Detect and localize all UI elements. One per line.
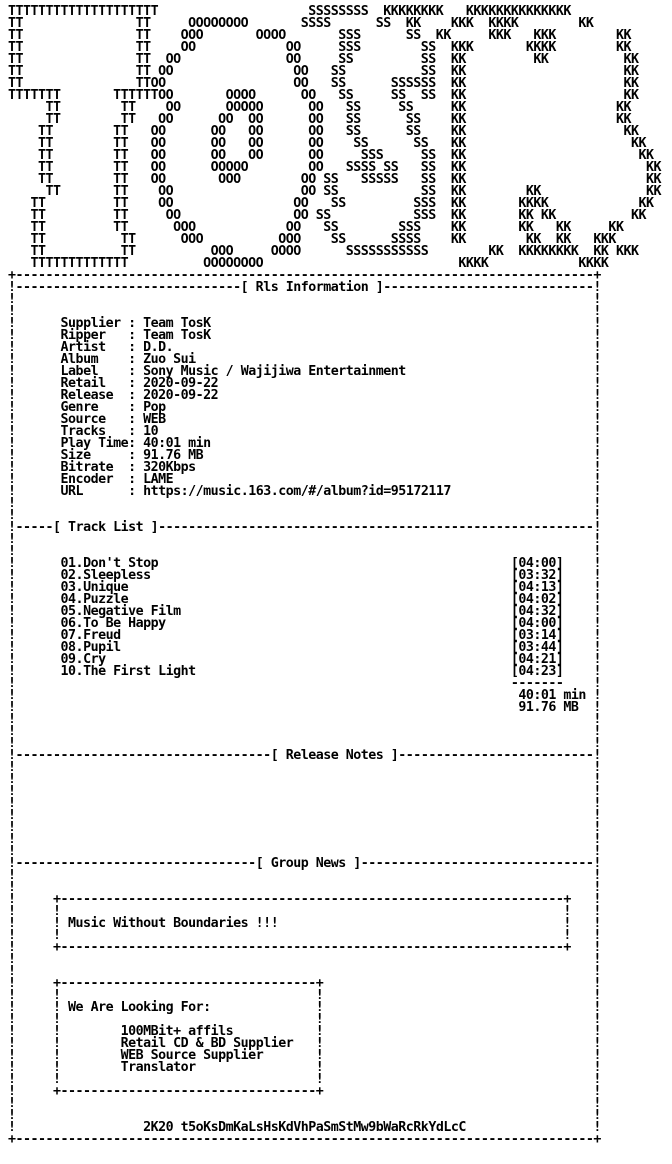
- info-value: 320Kbps: [143, 460, 196, 475]
- track-title: 03.Unique: [60, 580, 129, 595]
- logo-art-row: TT TT OO OO SSS SS KKK KKKK KK: [8, 40, 631, 55]
- logo-art-row: TT TT OO OOO OO SS SSSSS SS KK KK: [8, 172, 661, 187]
- logo-art-row: TT TT OO OO SS SS KK KK: [8, 64, 639, 79]
- logo-art-row: TT TT OO OO OO OO SSS SS KK KK: [8, 148, 654, 163]
- info-label: Size: [60, 448, 129, 463]
- info-value: Pop: [143, 400, 166, 415]
- group-slogan: Music Without Boundaries !!!: [68, 916, 279, 931]
- logo-art-row: TT TT OO OO SS SSS KK KKKK KK: [8, 196, 654, 211]
- logo-art-row: TT TT OO OO OO OO SS SS KK KK: [8, 112, 631, 127]
- total-rule: -------: [510, 676, 564, 691]
- track-title: 06.To Be Happy: [60, 616, 166, 631]
- looking-for-item: 100MBit+ affils: [120, 1024, 234, 1039]
- track-title: 05.Negative Film: [60, 604, 181, 619]
- looking-for-title: We Are Looking For:: [68, 1000, 211, 1015]
- logo-art-row: TT TT OO OO SS SS KK KK KK: [8, 52, 639, 67]
- group-signature: 2K20 t5oKsDmKaLsHsKdVhPaSmStMw9bWaRcRkYdLcC: [143, 1120, 466, 1135]
- info-value: 40:01 min: [143, 436, 211, 451]
- info-label: Tracks: [60, 424, 129, 439]
- info-label: Source: [60, 412, 129, 427]
- nfo-document: TTTTTTTTTTTTTTTTTTTT SSSSSSSS KKKKKKKK KKKKKKKKKKKKKK TT TT OOOOOOOO SSSS SS KK KKK KKKK KK TT TT OOO OOOO SSS SS KK KKK KKK KK TT TT OO OO SSS SS KKK KKKK KK TT TT OO OO SS SS KK KK KK TT TT OO OO SS SS KK KK TT TTOO OO SS SSSSSS KK KK TTTTTTT TTTTTTOO OOOO OO SS SS SS KK KK TT TT OO OOOOO OO SS SS KK KK TT TT OO OO OO OO SS SS KK KK TT TT OO OO OO OO SS SS KK KK TT TT OO OO OO OO SS SS KK KK TT TT OO OO OO OO SSS SS KK KK TT TT OO OOOOO OO SSSS SS SS KK KK TT TT OO OOO OO SS SSSSS SS KK KK TT TT OO OO SS SS KK KK KK TT TT OO OO SS SSS KK KKKK KK TT TT OO OO SS SSS KK KK KK KK TT TT OOO OO SS SSS KK KK KK KK TT TT OOO OOO SS SSSS KK KK KK KKK TT TT OOO OOOO SSSSSSSSSSS KK KKKKKKKK KK KKK TTTTTTTTTTTTT OOOOOOOO KKKK KKKK +-----------------------------------------------------------------------------+ !------------------------------[ Rls Information ]----------------------------! ! ! ! ! ! Supplier : Team TosK ! ! Ripper : Team TosK ! ! Artist : D.D. ! ! Album : Zuo Sui ! ! Label : Sony Music / Wajijiwa Entertainment ! ! Retail : 2020-09-22 ! ! Release : 2020-09-22 ! ! Genre : Pop ! ! Source : WEB ! ! Tracks : 10 ! ! Play Time: 40:01 min ! ! Size : 91.76 MB ! ! Bitrate : 320Kbps ! ! Encoder : LAME ! ! URL : https://music.163.com/#/album?id=95172117 ! ! ! ! ! !-----[ Track List ]----------------------------------------------------------! ! ! ! ! ! 01.Don't Stop [04:00] ! ! 02.Sleepless [03:32] ! ! 03.Unique [04:13] ! ! 04.Puzzle [04:02] ! ! 05.Negative Film [04:32] ! ! 06.To Be Happy [04:00] ! ! 07.Freud [03:14] ! ! 08.Pupil [03:44] ! ! 09.Cry [04:21] ! ! 10.The First Light [04:23] ! ! ------- ! ! 40:01 min ! ! 91.76 MB ! ! ! ! ! ! ! !----------------------------------[ Release Notes ]--------------------------! ! ! ! ! ! ! ! ! ! ! ! ! ! ! ! ! !--------------------------------[ Group News ]-------------------------------! ! ! ! ! ! +-------------------------------------------------------------------+ ! ! ! ! ! ! ! Music Without Boundaries !!! ! ! ! ! ! ! ! +-------------------------------------------------------------------+ ! ! ! ! ! ! +----------------------------------+ ! ! ! ! ! ! ! We Are Looking For: ! ! ! ! ! ! ! ! 100MBit+ affils ! ! ! ! Retail CD & BD Supplier ! ! ! ! WEB Source Supplier ! ! ! ! Translator ! ! ! ! ! ! ! +----------------------------------+ ! ! ! ! ! ! 2K20 t5oKsDmKaLsHsKdVhPaSmStMw9bWaRcRkYdLcC ! +-----------------------------------------------------------------------------+: [8, 4, 661, 1147]
- info-label: Label: [60, 364, 129, 379]
- info-value: WEB: [143, 412, 166, 427]
- looking-for-item: Translator: [120, 1060, 196, 1075]
- track-length: [04:32]: [510, 604, 564, 619]
- logo-art-row: TT TT OO OOOOO OO SS SS KK KK: [8, 100, 631, 115]
- track-title: 09.Cry: [60, 652, 106, 667]
- info-label: Ripper: [60, 328, 129, 343]
- info-value: Zuo Sui: [143, 352, 196, 367]
- group-news-header: [ Group News ]: [255, 856, 361, 871]
- looking-for-item: Retail CD & BD Supplier: [120, 1036, 294, 1051]
- logo-art-row: TTTTTTTTTTTTT OOOOOOOO KKKK KKKK: [8, 256, 609, 271]
- info-value: 10: [143, 424, 159, 439]
- info-value: 91.76 MB: [143, 448, 204, 463]
- track-title: 01.Don't Stop: [60, 556, 159, 571]
- info-value: Team TosK: [143, 316, 211, 331]
- info-label: Release: [60, 388, 129, 403]
- info-label: Encoder: [60, 472, 129, 487]
- track-length: [04:00]: [510, 616, 564, 631]
- track-title: 10.The First Light: [60, 664, 196, 679]
- release-notes-header: [ Release Notes ]: [270, 748, 399, 763]
- logo-art-row: TT TT OOO OOOO SSS SS KK KKK KKK KK: [8, 28, 631, 43]
- info-value: 2020-09-22: [143, 388, 219, 403]
- info-label: Bitrate: [60, 460, 129, 475]
- info-label: Play Time: [60, 436, 129, 451]
- info-value: D.D.: [143, 340, 174, 355]
- looking-for-item: WEB Source Supplier: [120, 1048, 264, 1063]
- track-list-header: [ Track List ]: [53, 520, 159, 535]
- track-length: [03:14]: [510, 628, 564, 643]
- total-size: 91.76 MB: [518, 700, 579, 715]
- info-value: Sony Music / Wajijiwa Entertainment: [143, 364, 406, 379]
- logo-art-row: TT TT OOO OOOO SSSSSSSSSSS KK KKKKKKKK KK KKK: [8, 244, 639, 259]
- info-label: URL: [60, 484, 129, 499]
- info-label: Artist: [60, 340, 129, 355]
- track-title: 02.Sleepless: [60, 568, 151, 583]
- logo-art-row: TT TT OOO OO SS SSS KK KK KK KK: [8, 220, 624, 235]
- logo-art-row: TT TT OO OO SS SS KK KK KK: [8, 184, 661, 199]
- rls-information-header: [ Rls Information ]: [240, 280, 384, 295]
- track-title: 08.Pupil: [60, 640, 121, 655]
- track-length: [04:21]: [510, 652, 564, 667]
- logo-art-row: TT TT OO OO OO OO SS SS KK KK: [8, 136, 646, 151]
- track-length: [03:32]: [510, 568, 564, 583]
- track-length: [04:00]: [510, 556, 564, 571]
- info-label: Retail: [60, 376, 129, 391]
- track-length: [04:02]: [510, 592, 564, 607]
- logo-art-row: TT TT OO OO OO OO SS SS KK KK: [8, 124, 639, 139]
- total-time: 40:01 min: [518, 688, 586, 703]
- logo-art-row: TT TTOO OO SS SSSSSS KK KK: [8, 76, 639, 91]
- info-value: 2020-09-22: [143, 376, 219, 391]
- track-length: [04:13]: [510, 580, 564, 595]
- logo-art-row: TT TT OO OO SS SSS KK KK KK KK: [8, 208, 646, 223]
- logo-art-row: TTTTTTTTTTTTTTTTTTTT SSSSSSSS KKKKKKKK KKKKKKKKKKKKKK: [8, 4, 571, 19]
- track-title: 04.Puzzle: [60, 592, 129, 607]
- logo-art-row: TT TT OO OOOOO OO SSSS SS SS KK KK: [8, 160, 661, 175]
- logo-art-row: TT TT OOO OOO SS SSSS KK KK KK KKK: [8, 232, 616, 247]
- track-length: [03:44]: [510, 640, 564, 655]
- info-label: Supplier: [60, 316, 129, 331]
- info-value: LAME: [143, 472, 174, 487]
- track-length: [04:23]: [510, 664, 564, 679]
- info-value: Team TosK: [143, 328, 211, 343]
- logo-art-row: TTTTTTT TTTTTTOO OOOO OO SS SS SS KK KK: [8, 88, 639, 103]
- info-value: https://music.163.com/#/album?id=95172117: [143, 484, 451, 499]
- info-label: Album: [60, 352, 129, 367]
- info-label: Genre: [60, 400, 129, 415]
- track-title: 07.Freud: [60, 628, 121, 643]
- logo-art-row: TT TT OOOOOOOO SSSS SS KK KKK KKKK KK: [8, 16, 594, 31]
